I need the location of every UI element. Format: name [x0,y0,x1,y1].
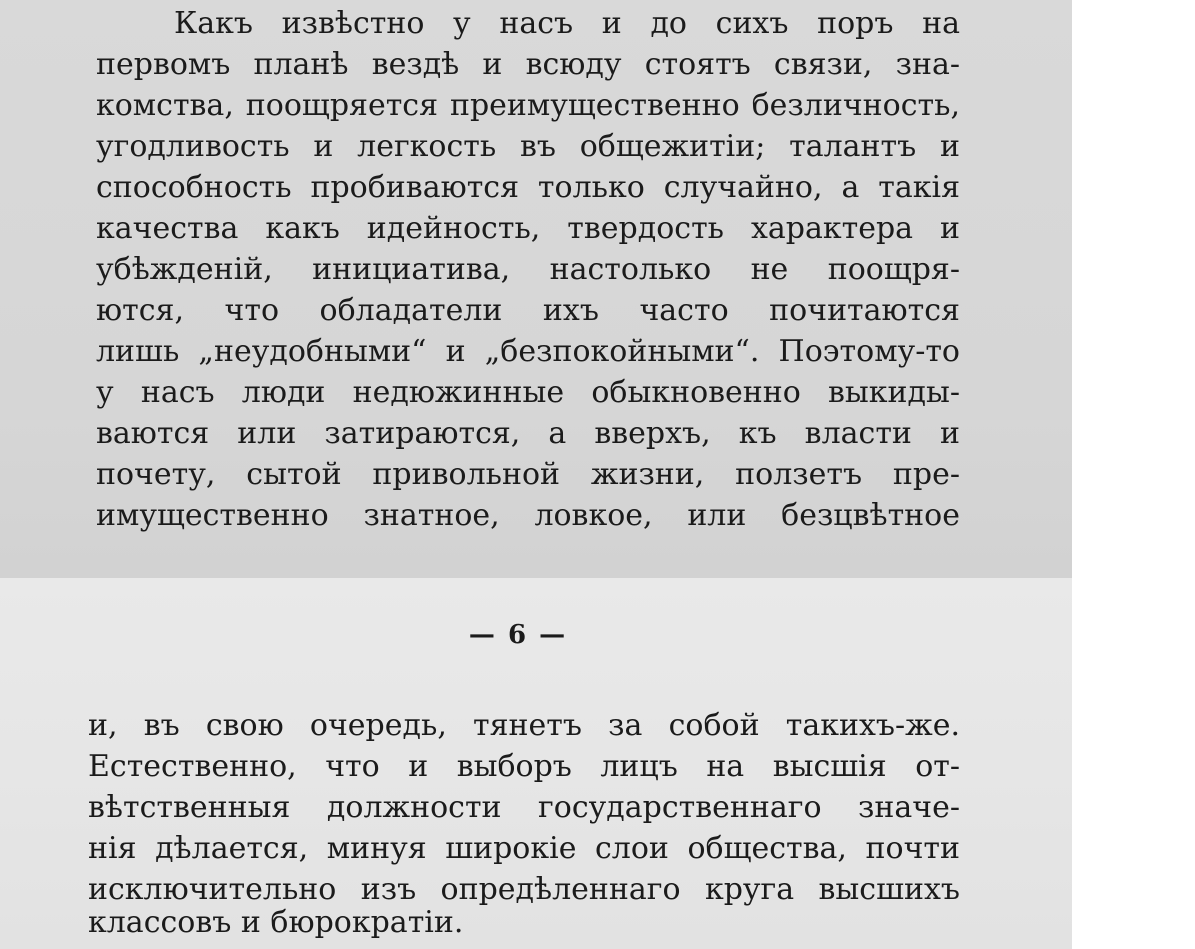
blank-margin [1072,0,1195,949]
text-line: Какъ извѣстно у насъ и до сихъ поръ на [174,6,960,41]
text-line: Естественно, что и выборъ лицъ на высшія от- [88,749,960,784]
text-line: вѣтственныя должности государственнаго значе- [88,790,960,825]
text-line: качества какъ идейность, твердость характера и [96,211,960,246]
text-line: нія дѣлается, минуя широкіе слои общества, почти [88,831,960,866]
text-line: у насъ люди недюжинные обыкновенно выкиды- [96,375,960,410]
text-line: почету, сытой привольной жизни, ползетъ пре- [96,457,960,492]
text-line: и, въ свою очередь, тянетъ за собой такихъ-же. [88,708,960,743]
text-line: убѣжденій, инициатива, настолько не поощря- [96,252,960,287]
text-line: имущественно знатное, ловкое, или безцвѣтное [96,498,960,533]
text-line: классовъ и бюрократіи. [88,905,464,940]
text-line: способность пробиваются только случайно, а такія [96,170,960,205]
text-line: исключительно изъ опредѣленнаго круга высшихъ [88,872,960,907]
text-line: ются, что обладатели ихъ часто почитаются [96,293,960,328]
text-line: комства, поощряется преимущественно безличность, [96,88,960,123]
text-line: первомъ планѣ вездѣ и всюду стоятъ связи, зна- [96,47,960,82]
page-number: — 6 — [468,620,568,650]
text-line: ваются или затираются, а вверхъ, къ власти и [96,416,960,451]
text-line: лишь „неудобными“ и „безпокойными“. Поэтому-то [96,334,960,369]
text-line: угодливость и легкость въ общежитіи; талантъ и [96,129,960,164]
